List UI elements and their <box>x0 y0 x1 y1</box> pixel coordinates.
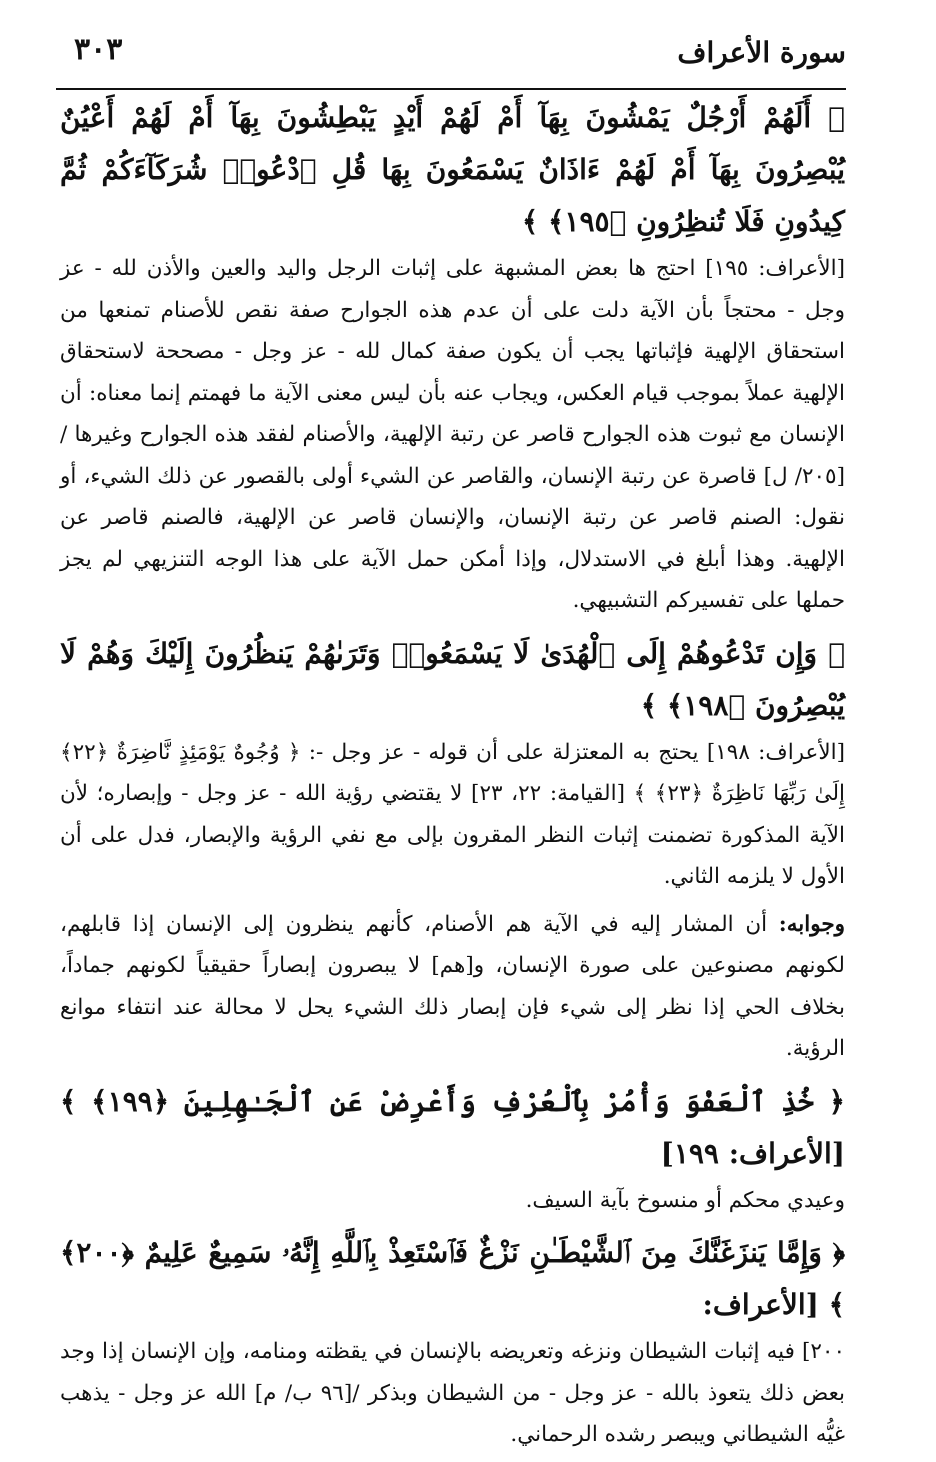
surah-title: سورة الأعراف <box>677 36 846 69</box>
quran-verse-198: ﴿ وَإِن تَدْعُوهُمْ إِلَى ٱلْهُدَىٰ لَا يَسْمَعُوا۟ وَتَرَىٰهُمْ يَنظُرُونَ إِلَيْكَ وَهُمْ لَا يُبْصِرُونَ ﴿١٩٨﴾ ﴾ <box>60 636 845 722</box>
commentary-paragraph: وعيدي محكم أو منسوخ بآية السيف. <box>525 1187 845 1213</box>
answer-paragraph <box>60 904 845 1070</box>
quran-verse-195: ﴿ أَلَهُمْ أَرْجُلٌ يَمْشُونَ بِهَآ أَمْ لَهُمْ أَيْدٍ يَبْطِشُونَ بِهَآ أَمْ لَهُمْ أَعْيُنٌ يُبْصِرُونَ بِهَآ أَمْ لَهُمْ ءَاذَانٌ يَسْمَعُونَ بِهَا قُلِ ٱدْعُوا۟ شُرَكَآءَكُمْ ثُمَّ كِيدُونِ فَلَا تُنظِرُونِ ﴿١٩٥﴾ ﴾ <box>60 101 845 238</box>
page-body <box>60 92 845 1462</box>
page-header <box>56 28 846 90</box>
quran-verse-200: ﴿ وَإِمَّا يَنزَغَنَّكَ مِنَ ٱلشَّيْطَـٰنِ نَزْغٌ فَٱسْتَعِذْ بِٱللَّهِ إِنَّهُۥ سَمِيعٌ عَلِيمٌ ﴿٢٠٠﴾ ﴾ [الأعراف: <box>60 1236 845 1321</box>
commentary-paragraph: ٢٠٠] فيه إثبات الشيطان ونزغه وتعريضه بالإنسان في يقظته ومنامه، وإن الإنسان إذا وجد بعض ذلك يتعوذ بالله - عز وجل - من الشيطان وبذكر /[٩٦ ب/ م] الله عز وجل - يذهب غيُّه الشيطاني ويبصر رشده الرحماني. <box>60 1339 845 1447</box>
answer-lead: وجوابه: <box>778 911 845 937</box>
answer-text: أن المشار إليه في الآية هم الأصنام، كأنهم ينظرون إلى الإنسان إذا قابلهم، لكونهم مصنوعين على صورة الإنسان، و[هم] لا يبصرون إبصاراً حقيقياً لكونهم جماداً، بخلاف الحي إذا نظر إلى شيء فإن إبصار ذلك الشيء يحل لا محالة عند انتفاء موانع الرؤية. <box>60 911 845 1061</box>
quran-verse-199: ﴿ خُذِ ٱلْعَفْوَ وَأْمُرْ بِٱلْعُرْفِ وَأَعْرِضْ عَنِ ٱلْجَـٰهِلِينَ ﴿١٩٩﴾ ﴾ [الأعراف: ١٩٩] <box>60 1084 846 1170</box>
page-number: ٣٠٣ <box>74 32 123 67</box>
commentary-paragraph: [الأعراف: ١٩٥] احتج ها بعض المشبهة على إثبات الرجل واليد والعين والأذن لله - عز وجل - محتجاً بأن الآية دلت على أن عدم هذه الجوارح صفة نقص للأصنام تمنعها من استحقاق الإلهية فإثباتها يجب أن يكون صفة كمال لله - عز وجل - مصححة لاستحقاق الإلهية عملاً بموجب قيام العكس، ويجاب عنه بأن ليس معنى الآية ما فهمتم إنما معناه: أن الإنسان مع ثبوت هذه الجوارح قاصر عن رتبة الإلهية، والأصنام لفقد هذه الجوارح وغيرها / [٢٠٥/ ل] قاصرة عن رتبة الإنسان، والقاصر عن الشيء أولى بالقصور عن ذلك الشيء، أو نقول: الصنم قاصر عن رتبة الإنسان، والإنسان قاصر عن الإلهية، فالصنم قاصر عن الإلهية. وهذا أبلغ في الاستدلال، وإذا أمكن حمل الآية على هذا الوجه التنزيهي لم يجز حملها على تفسيركم التشبيهي. <box>60 256 846 613</box>
commentary-paragraph: [الأعراف: ١٩٨] يحتج به المعتزلة على أن قوله - عز وجل -: ﴿ وُجُوهٌ يَوْمَئِذٍ نَّاضِرَةٌ ﴿٢٢﴾ إِلَىٰ رَبِّهَا نَاظِرَةٌ ﴿٢٣﴾ ﴾ [القيامة: ٢٢، ٢٣] لا يقتضي رؤية الله - عز وجل - وإبصاره؛ لأن الآية المذكورة تضمنت إثبات النظر المقرون بإلى مع نفي الرؤية والإبصار، فدل على أن الأول لا يلزمه الثاني. <box>60 739 845 889</box>
